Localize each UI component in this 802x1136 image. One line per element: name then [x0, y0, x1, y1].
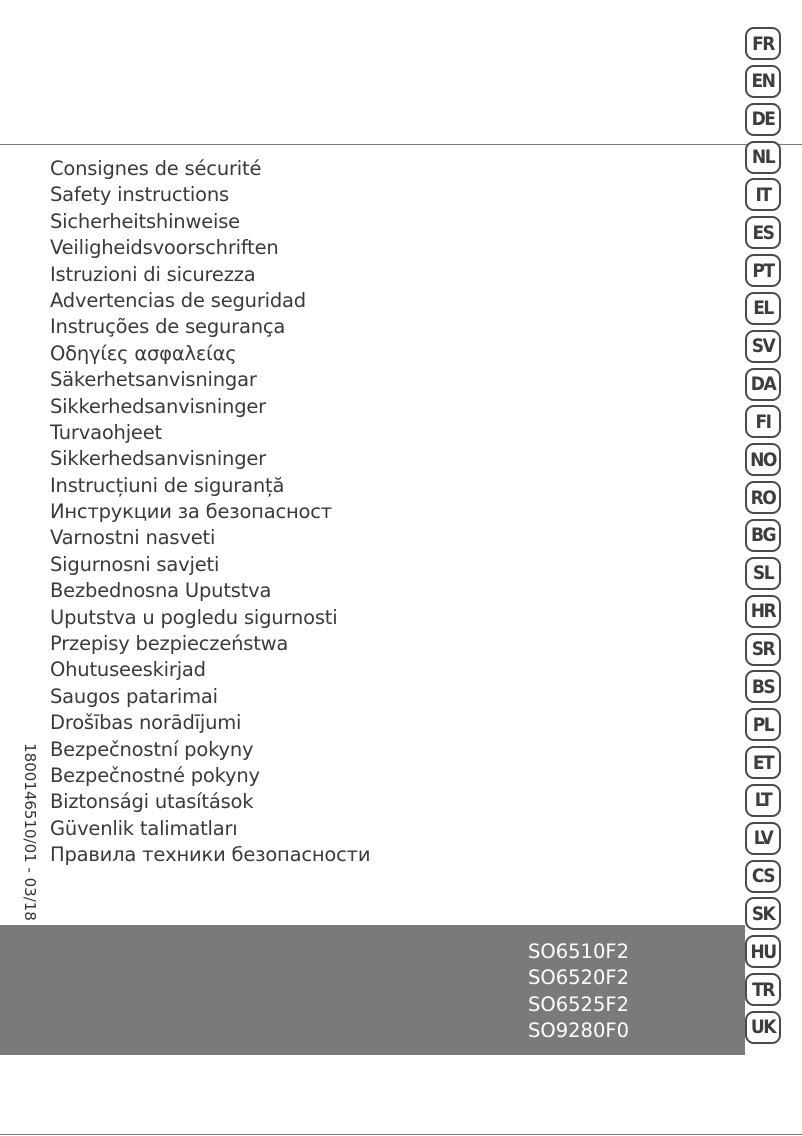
- language-tab: SV: [745, 330, 781, 363]
- language-tab: FR: [745, 27, 781, 60]
- safety-title: Advertencias de seguridad: [50, 288, 306, 312]
- safety-title: Güvenlik talimatları: [50, 816, 238, 840]
- safety-title: Przepisy bezpieczeństwa: [50, 632, 289, 656]
- safety-title: Istruzioni di sicurezza: [50, 262, 256, 286]
- language-tab: LT: [745, 784, 781, 817]
- safety-title: Sigurnosni savjeti: [50, 552, 220, 576]
- safety-title: Varnostni nasveti: [50, 526, 216, 550]
- language-tab: PL: [745, 708, 781, 741]
- model-list: [528, 939, 629, 1044]
- safety-title: Instruções de segurança: [50, 315, 286, 339]
- language-tab: RO: [745, 481, 781, 514]
- language-tab: EN: [745, 65, 781, 98]
- model-number: SO6525F2: [528, 992, 629, 1016]
- document-number: 1800146510/01 - 03/18: [21, 743, 39, 921]
- safety-title: Bezpečnostné pokyny: [50, 763, 260, 787]
- language-tab: NO: [745, 443, 781, 476]
- language-tab: HR: [745, 595, 781, 628]
- language-tab: HU: [745, 935, 781, 968]
- safety-title: Ohutuseeskirjad: [50, 658, 206, 682]
- safety-title-list: [50, 156, 370, 869]
- top-divider: [0, 144, 802, 145]
- language-tab: EL: [745, 292, 781, 325]
- language-tab: DE: [745, 103, 781, 136]
- language-tab: ET: [745, 746, 781, 779]
- safety-title: Sikkerhedsanvisninger: [50, 394, 267, 418]
- model-number: SO6520F2: [528, 966, 629, 990]
- safety-title: Instrucțiuni de siguranță: [50, 473, 285, 497]
- language-tab: SR: [745, 633, 781, 666]
- safety-title: Bezpečnostní pokyny: [50, 737, 254, 761]
- language-tab: ES: [745, 216, 781, 249]
- safety-title: Sicherheitshinweise: [50, 209, 240, 233]
- language-tab: SL: [745, 557, 781, 590]
- language-tab: BS: [745, 670, 781, 703]
- model-number: SO6510F2: [528, 940, 629, 963]
- safety-title: Uputstva u pogledu sigurnosti: [50, 605, 338, 629]
- safety-title: Biztonsági utasítások: [50, 790, 254, 814]
- language-tab: BG: [745, 519, 781, 552]
- model-number: SO9280F0: [528, 1018, 629, 1042]
- language-tab: LV: [745, 822, 781, 855]
- model-band: [0, 925, 745, 1055]
- language-tab: FI: [745, 405, 781, 438]
- safety-title: Инструкции за безопасност: [50, 500, 332, 524]
- language-tab: NL: [745, 141, 781, 174]
- safety-title: Veiligheidsvoorschriften: [50, 236, 279, 260]
- language-tab: IT: [745, 178, 781, 211]
- language-tab-column: [745, 27, 783, 1049]
- language-tab: UK: [745, 1011, 781, 1044]
- safety-title: Sikkerhedsanvisninger: [50, 447, 267, 471]
- safety-title: Οδηγίες ασφαλείας: [50, 341, 237, 365]
- language-tab: DA: [745, 368, 781, 401]
- safety-title: Saugos patarimai: [50, 684, 218, 708]
- safety-title: Правила техники безопасности: [50, 843, 371, 867]
- safety-title: Drošības norādījumi: [50, 711, 242, 735]
- bottom-divider: [0, 1134, 802, 1135]
- language-tab: PT: [745, 254, 781, 287]
- safety-title: Säkerhetsanvisningar: [50, 368, 257, 392]
- language-tab: SK: [745, 897, 781, 930]
- safety-title: Consignes de sécurité: [50, 157, 262, 180]
- safety-title: Safety instructions: [50, 183, 229, 207]
- safety-title: Turvaohjeet: [50, 420, 162, 444]
- language-tab: TR: [745, 973, 781, 1006]
- language-tab: CS: [745, 860, 781, 893]
- safety-title: Bezbednosna Uputstva: [50, 579, 272, 603]
